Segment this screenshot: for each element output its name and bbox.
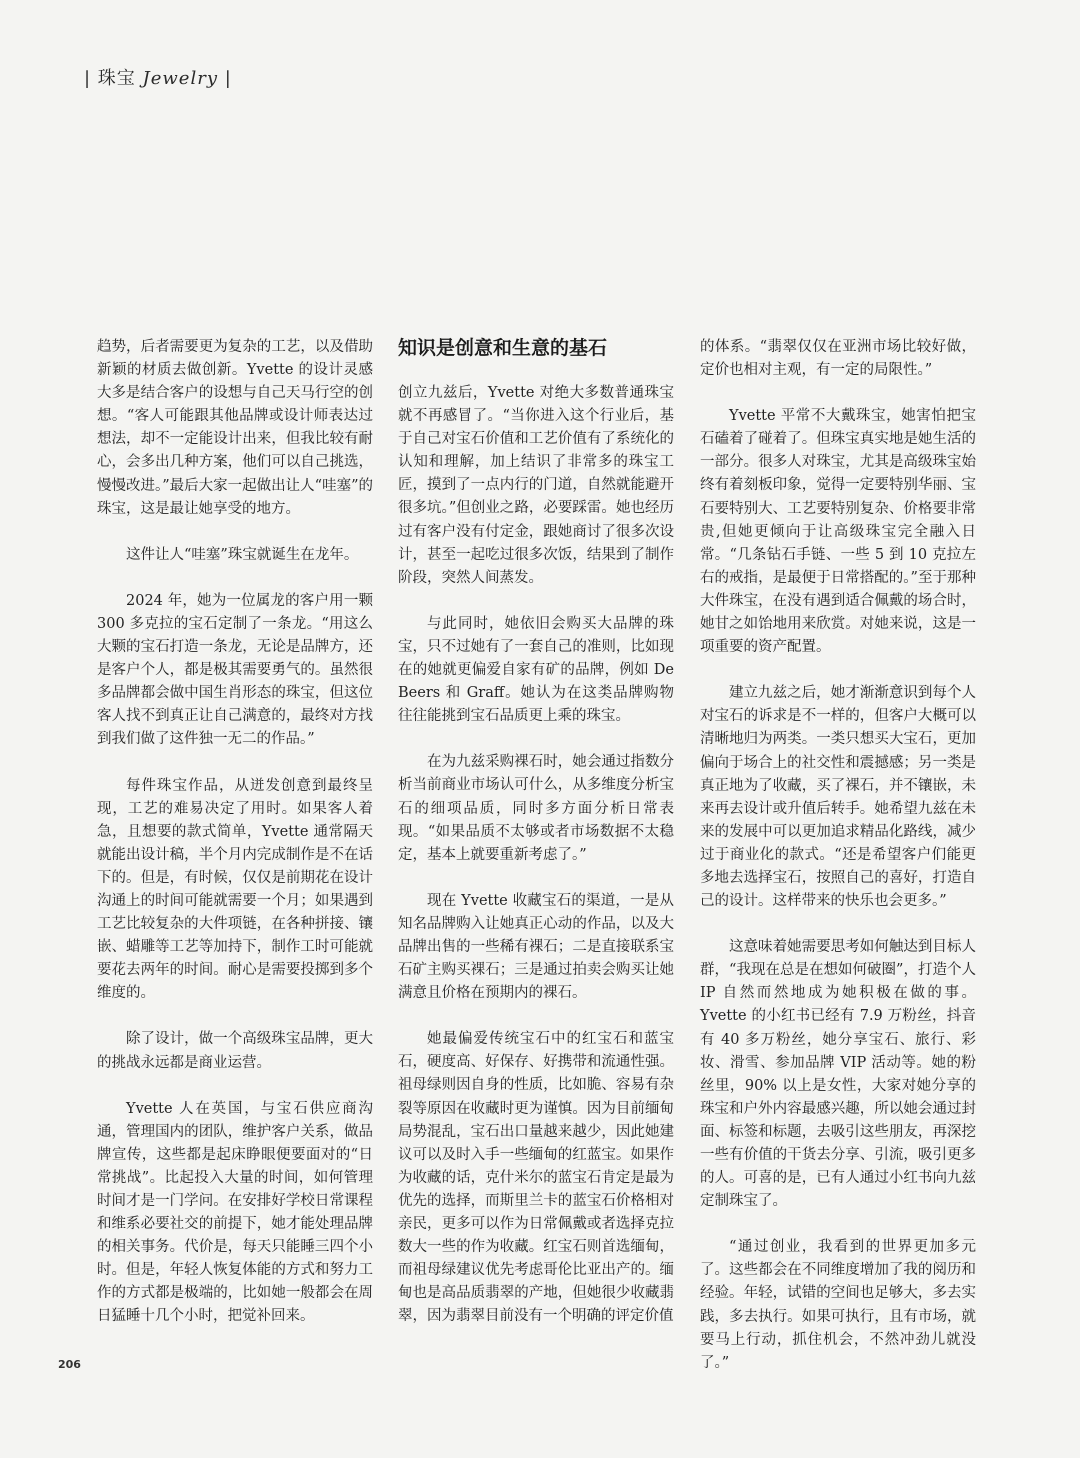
paragraph: 除了设计，做一个高级珠宝品牌，更大的挑战永远都是商业运营。 <box>97 1031 373 1071</box>
paragraph: 建立九兹之后，她才渐渐意识到每个人对宝石的诉求是不一样的，但客户大概可以清晰地归为两类。一类只想买大宝石，更加偏向于场合上的社交性和震撼感；另一类是真正地为了收藏，买了裸石，并不镶嵌，未来再去设计或升值后转手。她希望九兹在未来的发展中可以更加追求精品化路线，减少过于商业化的款式。“还是希望客户们能更多地去选择宝石，按照自己的喜好，打造自己的设计。这样带来的快乐也会更多。” <box>700 685 976 910</box>
paragraph: 在为九兹采购裸石时，她会通过指数分析当前商业市场认可什么，从多维度分析宝石的细项品质，同时多方面分析日常表现。“如果品质不太够或者市场数据不太稳定，基本上就要重新考虑了。” <box>398 754 674 863</box>
section-divider: | <box>224 68 232 89</box>
column-3 <box>700 336 976 1398</box>
paragraph: “通过创业，我看到的世界更加多元了。这些都会在不同维度增加了我的阅历和经验。年轻，试错的空间也足够大，多去实践，多去执行。如果可执行，且有市场，就要马上行动，抓住机会，不然冲劲儿就没了。” <box>700 1239 976 1371</box>
paragraph: 这件让人“哇塞”珠宝就诞生在龙年。 <box>126 546 359 563</box>
paragraph: 创立九兹后，Yvette 对绝大多数普通珠宝就不再感冒了。“当你进入这个行业后，基于自己对宝石价值和工艺价值有了系统化的认知和理解，加上结识了非常多的珠宝工匠，摸到了一点内行的门道，自然就能避开很多坑。”但创业之路，必要踩雷。她也经历过有客户没有付定金，跟她商讨了很多次设计，甚至一起吃过很多次饭，结果到了制作阶段，突然人间蒸发。 <box>398 385 674 586</box>
paragraph: 每件珠宝作品，从迸发创意到最终呈现，工艺的难易决定了用时。如果客人着急，且想要的款式简单，Yvette 通常隔天就能出设计稿，半个月内完成制作是不在话下的。但是，有时候，仅仅是前期花在设计沟通上的时间可能就需要一个月；如果遇到工艺比较复杂的大件项链，在各种拼接、镶嵌、蜡雕等工艺等加持下，制作工时可能就要花去两年的时间。耐心是需要投掷到多个维度的。 <box>97 777 373 1002</box>
paragraph: 这意味着她需要思考如何触达到目标人群，“我现在总是在想如何破圈”，打造个人 IP 自然而然地成为她积极在做的事。Yvette 的小红书已经有 7.9 万粉丝，抖音有 40 多万粉丝，她分享宝石、旅行、彩妆、滑雪、参加品牌 VIP 活动等。她的粉丝里，90% 以上是女性，大家对她分享的珠宝和户外内容最感兴趣，所以她会通过封面、标签和标题，去吸引这些朋友，再深挖一些有价值的干货去分享、引流，吸引更多的人。可喜的是，已有人通过小红书向九兹定制珠宝了。 <box>700 939 976 1210</box>
section-label-en: Jewelry <box>142 68 218 89</box>
paragraph: 2024 年，她为一位属龙的客户用一颗 300 多克拉的宝石定制了一条龙。“用这么大颗的宝石打造一条龙，无论是品牌方，还是客户个人，都是极其需要勇气的。虽然很多品牌都会做中国生肖形态的珠宝，但这位客人找不到真正让自己满意的，最终对方找到我们做了这件独一无二的作品。” <box>97 592 373 748</box>
column-2 <box>398 336 674 1351</box>
section-header <box>84 64 232 90</box>
page-number: 206 <box>58 1358 81 1371</box>
paragraph: 趋势，后者需要更为复杂的工艺，以及借助新颖的材质去做创新。Yvette 的设计灵感大多是结合客户的设想与自己天马行空的创想。“客人可能跟其他品牌或设计师表达过想法，却不一定能设计出来，但我比较有耐心，会多出几种方案，他们可以自己挑选，慢慢改进。”最后大家一起做出让人“哇塞”的珠宝，这是最让她享受的地方。 <box>97 339 373 517</box>
section-heading: 知识是创意和生意的基石 <box>398 337 608 359</box>
paragraph: 的体系。“翡翠仅仅在亚洲市场比较好做，定价也相对主观，有一定的局限性。” <box>700 339 976 379</box>
column-1 <box>97 336 373 1352</box>
paragraph: 与此同时，她依旧会购买大品牌的珠宝，只不过她有了一套自己的准则，比如现在的她就更偏爱自家有矿的品牌，例如 De Beers 和 Graff。她认为在这类品牌购物往往能挑到宝石品质更上乘的珠宝。 <box>398 615 674 725</box>
paragraph: 她最偏爱传统宝石中的红宝石和蓝宝石，硬度高、好保存、好携带和流通性强。祖母绿则因自身的性质，比如脆、容易有杂裂等原因在收藏时更为谨慎。因为目前缅甸局势混乱，宝石出口量越来越少，因此她建议可以及时入手一些缅甸的红蓝宝。如果作为收藏的话，克什米尔的蓝宝石肯定是最为优先的选择，而斯里兰卡的蓝宝石价格相对亲民，更多可以作为日常佩戴或者选择克拉数大一些的作为收藏。红宝石则首选缅甸，而祖母绿建议优先考虑哥伦比亚出产的。缅甸也是高品质翡翠的产地，但她很少收藏翡翠，因为翡翠目前没有一个明确的评定价值 <box>398 1031 674 1325</box>
paragraph: Yvette 人在英国，与宝石供应商沟通，管理国内的团队，维护客户关系，做品牌宣传，这些都是起床睁眼便要面对的“日常挑战”。比起投入大量的时间，如何管理时间才是一门学问。在安排好学校日常课程和维系必要社交的前提下，她才能处理品牌的相关事务。代价是，每天只能睡三四个小时。但是，年轻人恢复体能的方式和努力工作的方式都是极端的，比如她一般都会在周日猛睡十几个小时，把觉补回来。 <box>97 1100 373 1325</box>
section-label: | 珠宝 <box>84 68 136 89</box>
paragraph: 现在 Yvette 收藏宝石的渠道，一是从知名品牌购入让她真正心动的作品，以及大品牌出售的一些稀有裸石；二是直接联系宝石矿主购买裸石；三是通过拍卖会购买让她满意且价格在预期内的裸石。 <box>398 892 674 1002</box>
paragraph: Yvette 平常不大戴珠宝，她害怕把宝石磕着了碰着了。但珠宝真实地是她生活的一部分。很多人对珠宝，尤其是高级珠宝始终有着刻板印象，觉得一定要特别华丽、宝石要特别大、工艺要特别复杂、价格要非常贵,但她更倾向于让高级珠宝完全融入日常。“几条钻石手链、一些 5 到 10 克拉左右的戒指，是最便于日常搭配的。”至于那种大件珠宝，在没有遇到适合佩戴的场合时，她甘之如饴地用来欣赏。对她来说，这是一项重要的资产配置。 <box>700 408 976 656</box>
